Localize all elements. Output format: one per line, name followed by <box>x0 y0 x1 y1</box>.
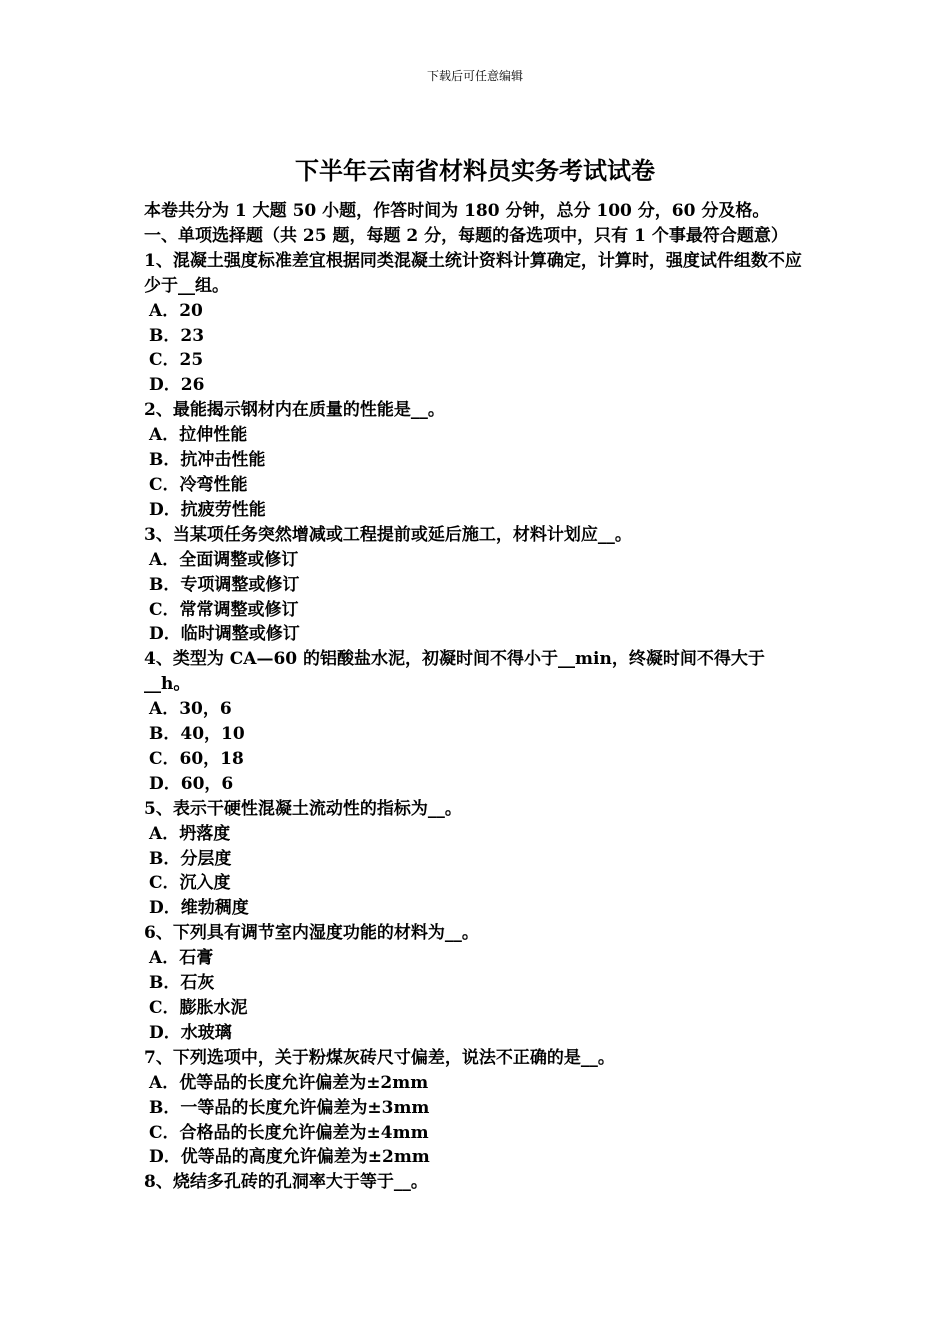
question-item <box>144 523 808 648</box>
answer-option: C．沉入度 <box>149 873 231 894</box>
question-text: 5、表示干硬性混凝土流动性的指标为__。 <box>144 798 462 819</box>
answer-option: C．常常调整或修订 <box>149 599 299 620</box>
answer-option: B．一等品的长度允许偏差为±3mm <box>149 1097 430 1118</box>
question-text: 8、烧结多孔砖的孔洞率大于等于__。 <box>144 1172 428 1193</box>
question-text: 2、最能揭示钢材内在质量的性能是__。 <box>144 400 445 421</box>
answer-option: C．60，18 <box>149 748 244 769</box>
answer-option: B．23 <box>149 325 205 346</box>
answer-option: C．合格品的长度允许偏差为±4mm <box>149 1122 429 1143</box>
question-item <box>144 1170 808 1195</box>
answer-option: B．40，10 <box>149 724 245 745</box>
answer-option: D．水玻璃 <box>149 1022 232 1043</box>
answer-option: A．坍落度 <box>149 823 231 844</box>
question-item <box>144 921 808 1046</box>
answer-option: A．30，6 <box>149 699 232 720</box>
answer-option: D．维勃稠度 <box>149 898 249 919</box>
question-text: 1、混凝土强度标准差宜根据同类混凝土统计资料计算确定，计算时，强度试件组数不应少于__组。 <box>144 250 802 296</box>
answer-option: C．25 <box>149 350 204 371</box>
question-text: 7、下列选项中，关于粉煤灰砖尺寸偏差，说法不正确的是__。 <box>144 1047 615 1068</box>
answer-option: D．优等品的高度允许偏差为±2mm <box>149 1147 430 1168</box>
answer-option: D．抗疲劳性能 <box>149 499 266 520</box>
answer-option: C．冷弯性能 <box>149 474 248 495</box>
page-header: 下载后可任意编辑 <box>426 69 523 83</box>
answer-option: A．全面调整或修订 <box>149 549 299 570</box>
answer-option: B．分层度 <box>149 848 232 869</box>
question-item <box>144 1046 808 1171</box>
answer-option: C．膨胀水泥 <box>149 998 248 1018</box>
question-text: 6、下列具有调节室内湿度功能的材料为__。 <box>144 923 479 944</box>
page-title: 下半年云南省材料员实务考试试卷 <box>295 156 655 185</box>
answer-option: A．拉伸性能 <box>149 425 248 446</box>
question-item <box>144 797 808 922</box>
answer-option: A．20 <box>149 300 203 321</box>
section-heading: 一、单项选择题（共 25 题，每题 2 分，每题的备选项中，只有 1 个事最符合题意） <box>144 225 788 246</box>
answer-option: D．26 <box>149 375 205 396</box>
answer-option: A．优等品的长度允许偏差为±2mm <box>149 1072 429 1093</box>
answer-option: D．60，6 <box>149 773 234 794</box>
answer-option: D．临时调整或修订 <box>149 624 300 645</box>
answer-option: B．抗冲击性能 <box>149 450 266 471</box>
question-item <box>144 249 808 398</box>
exam-intro: 本卷共分为 1 大题 50 小题，作答时间为 180 分钟，总分 100 分，60 分及格。 <box>144 201 770 221</box>
answer-option: A．石膏 <box>149 948 214 969</box>
answer-option: B．专项调整或修订 <box>149 574 300 595</box>
question-text: 4、类型为 CA—60 的铝酸盐水泥，初凝时间不得小于__min，终凝时间不得大于__h。 <box>144 649 765 695</box>
question-list <box>144 249 808 1195</box>
question-item <box>144 647 808 796</box>
question-item <box>144 398 808 523</box>
answer-option: B．石灰 <box>149 973 215 994</box>
exam-content <box>144 199 808 1195</box>
question-text: 3、当某项任务突然增减或工程提前或延后施工，材料计划应__。 <box>144 524 632 545</box>
